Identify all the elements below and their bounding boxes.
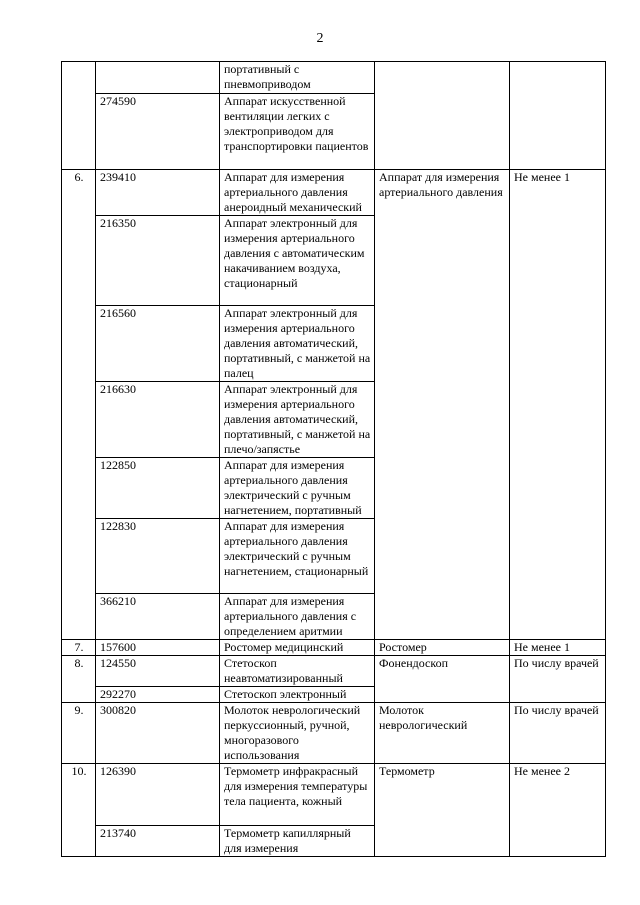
- group-name-cell: Молоток неврологический: [375, 703, 510, 764]
- row-number-cell: 6.: [62, 170, 96, 640]
- device-name-cell: Стетоскоп неавтоматизированный: [220, 656, 375, 687]
- device-name-cell: Ростомер медицинский: [220, 640, 375, 656]
- row-number-cell: [62, 62, 96, 170]
- quantity-cell: Не менее 1: [510, 640, 606, 656]
- code-cell: 274590: [96, 94, 220, 170]
- row-number-cell: 8.: [62, 656, 96, 703]
- table-row: [62, 656, 606, 687]
- code-cell: 366210: [96, 594, 220, 640]
- code-cell: 300820: [96, 703, 220, 764]
- table-row: [62, 62, 606, 94]
- row-number-cell: 9.: [62, 703, 96, 764]
- code-cell: 157600: [96, 640, 220, 656]
- code-cell: 292270: [96, 687, 220, 703]
- table-row: [62, 703, 606, 764]
- group-name-cell: Ростомер: [375, 640, 510, 656]
- device-name-cell: Стетоскоп электронный: [220, 687, 375, 703]
- device-name-cell: Аппарат электронный для измерения артериального давления автоматический, портативный, с манжетой на плечо/запястье: [220, 382, 375, 458]
- page-number: 2: [316, 31, 324, 46]
- code-cell: 239410: [96, 170, 220, 216]
- equipment-table: [61, 61, 606, 857]
- code-cell: 216560: [96, 306, 220, 382]
- code-cell: 124550: [96, 656, 220, 687]
- code-cell: [96, 62, 220, 94]
- device-name-cell: Термометр капиллярный для измерения: [220, 826, 375, 857]
- code-cell: 216630: [96, 382, 220, 458]
- device-name-cell: портативный с пневмоприводом: [220, 62, 375, 94]
- quantity-cell: Не менее 1: [510, 170, 606, 640]
- device-name-cell: Термометр инфракрасный для измерения температуры тела пациента, кожный: [220, 764, 375, 826]
- quantity-cell: По числу врачей: [510, 703, 606, 764]
- code-cell: 213740: [96, 826, 220, 857]
- quantity-cell: [510, 62, 606, 170]
- group-name-cell: [375, 62, 510, 170]
- device-name-cell: Аппарат для измерения артериального давления электрический с ручным нагнетением, портативный: [220, 458, 375, 519]
- table-row: [62, 764, 606, 826]
- code-cell: 122830: [96, 519, 220, 594]
- group-name-cell: Фонендоскоп: [375, 656, 510, 703]
- table-row: [62, 170, 606, 216]
- row-number-cell: 10.: [62, 764, 96, 857]
- quantity-cell: Не менее 2: [510, 764, 606, 857]
- code-cell: 122850: [96, 458, 220, 519]
- device-name-cell: Аппарат искусственной вентиляции легких с электроприводом для транспортировки пациентов: [220, 94, 375, 170]
- group-name-cell: Термометр: [375, 764, 510, 857]
- device-name-cell: Аппарат для измерения артериального давления с определением аритмии: [220, 594, 375, 640]
- group-name-cell: Аппарат для измерения артериального давления: [375, 170, 510, 640]
- device-name-cell: Аппарат для измерения артериального давления анероидный механический: [220, 170, 375, 216]
- device-name-cell: Аппарат электронный для измерения артериального давления с автоматическим накачиванием воздуха, стационарный: [220, 216, 375, 306]
- row-number-cell: 7.: [62, 640, 96, 656]
- code-cell: 126390: [96, 764, 220, 826]
- device-name-cell: Аппарат для измерения артериального давления электрический с ручным нагнетением, стационарный: [220, 519, 375, 594]
- device-name-cell: Молоток неврологический перкуссионный, ручной, многоразового использования: [220, 703, 375, 764]
- table-row: [62, 640, 606, 656]
- code-cell: 216350: [96, 216, 220, 306]
- quantity-cell: По числу врачей: [510, 656, 606, 703]
- device-name-cell: Аппарат электронный для измерения артериального давления автоматический, портативный, с манжетой на палец: [220, 306, 375, 382]
